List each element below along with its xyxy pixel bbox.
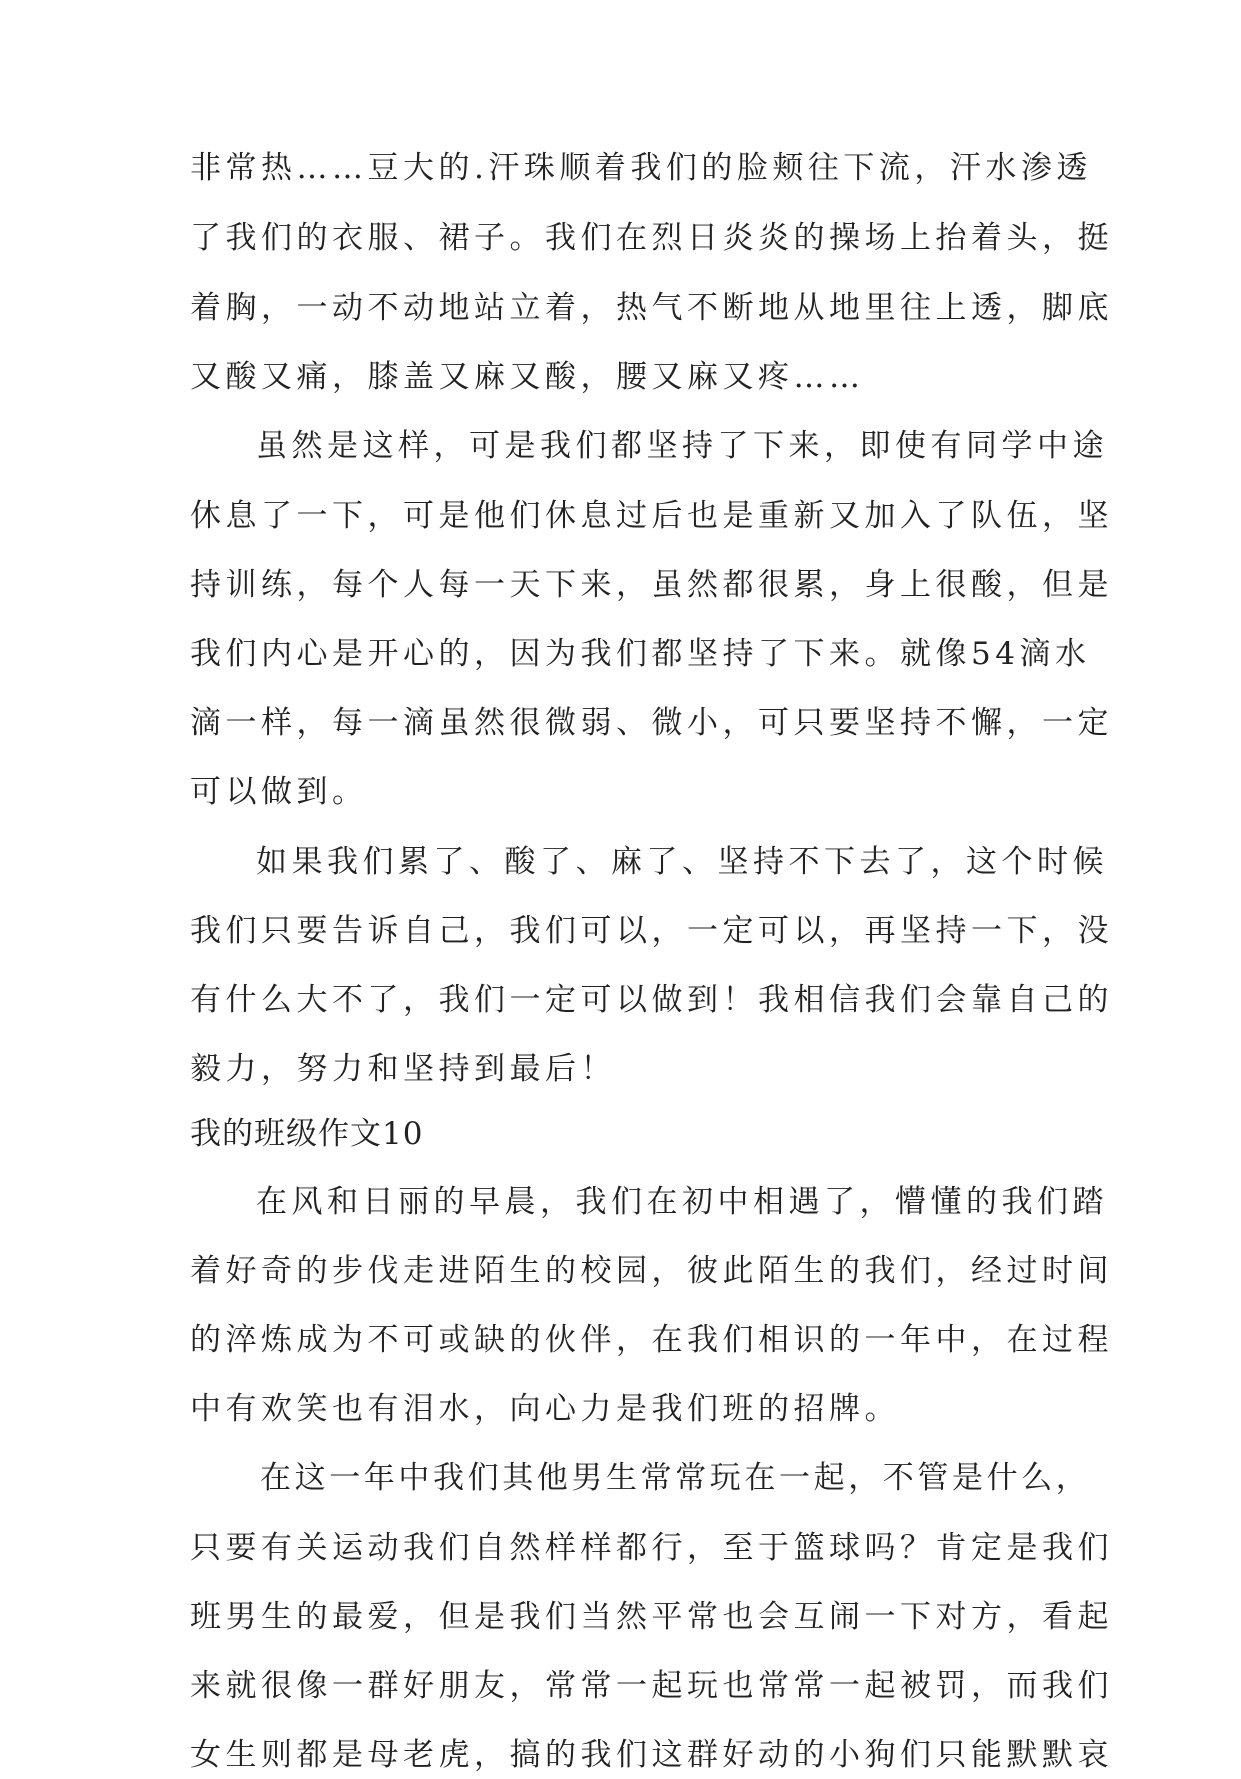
text-line: 毅力，努力和坚持到最后！ (190, 1051, 616, 1087)
paragraph-start: 虽然是这样，可是我们都坚持了下来，即使有同学中途 (256, 428, 1108, 464)
text-line: 的淬炼成为不可或缺的伙伴，在我们相识的一年中，在过程 (190, 1322, 1113, 1358)
text-line: 女生则都是母老虎，搞的我们这群好动的小狗们只能默默哀 (190, 1737, 1113, 1773)
text-line: 有什么大不了，我们一定可以做到！我相信我们会靠自己的 (190, 982, 1113, 1018)
text-line: 来就很像一群好朋友，常常一起玩也常常一起被罚，而我们 (190, 1668, 1113, 1704)
paragraph-start: 在这一年中我们其他男生常常玩在一起，不管是什么， (260, 1460, 1091, 1496)
text-line: 我们内心是开心的，因为我们都坚持了下来。就像54滴水 (190, 636, 1091, 672)
text-line: 只要有关运动我们自然样样都行，至于篮球吗？肯定是我们 (190, 1530, 1113, 1566)
document-page (190, 0, 1113, 1773)
paragraph-start: 如果我们累了、酸了、麻了、坚持不下去了，这个时候 (256, 844, 1108, 880)
text-line: 休息了一下，可是他们休息过后也是重新又加入了队伍，坚 (190, 498, 1113, 534)
section-heading: 我的班级作文10 (190, 1116, 424, 1152)
text-line: 滴一样，每一滴虽然很微弱、微小，可只要坚持不懈，一定 (190, 705, 1113, 741)
text-line: 持训练，每个人每一天下来，虽然都很累，身上很酸，但是 (190, 567, 1113, 603)
text-line: 我们只要告诉自己，我们可以，一定可以，再坚持一下，没 (190, 913, 1113, 949)
text-line: 又酸又痛，膝盖又麻又酸，腰又麻又疼…… (190, 359, 865, 395)
text-line: 可以做到。 (190, 774, 368, 810)
text-line: 着好奇的步伐走进陌生的校园，彼此陌生的我们，经过时间 (190, 1253, 1113, 1289)
text-line: 非常热……豆大的.汗珠顺着我们的脸颊往下流，汗水渗透 (190, 150, 1092, 186)
text-line: 着胸，一动不动地站立着，热气不断地从地里往上透，脚底 (190, 290, 1113, 326)
text-line: 中有欢笑也有泪水，向心力是我们班的招牌。 (190, 1391, 900, 1427)
paragraph-start: 在风和日丽的早晨，我们在初中相遇了，懵懂的我们踏 (256, 1184, 1108, 1220)
text-line: 了我们的衣服、裙子。我们在烈日炎炎的操场上抬着头，挺 (190, 220, 1113, 256)
text-line: 班男生的最爱，但是我们当然平常也会互闹一下对方，看起 (190, 1599, 1113, 1635)
